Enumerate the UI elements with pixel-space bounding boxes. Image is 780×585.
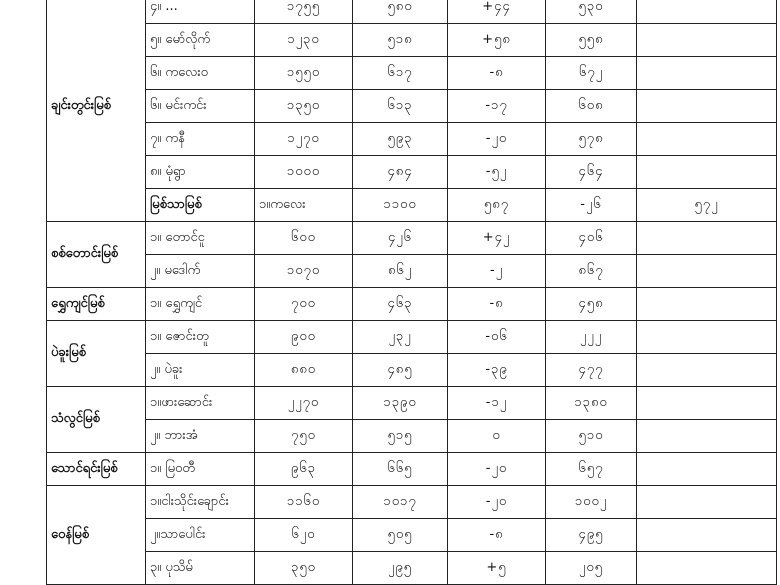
value-cell-c1: ၇၅၀	[255, 420, 353, 453]
value-cell-c4: ၆၇၂	[546, 57, 637, 90]
river-name-cell: စစ်တောင်းမြစ်	[47, 222, 146, 288]
value-cell-c3: -၈	[448, 57, 546, 90]
value-cell-c2: ၄၈၅	[353, 354, 448, 387]
value-cell-c2: ၅၀၅	[353, 519, 448, 552]
value-cell-c4: ၂၂၂	[546, 321, 637, 354]
value-cell-c2: ၈၆၂	[353, 255, 448, 288]
remarks-cell	[637, 420, 777, 453]
value-cell-c2: ၆၁၃	[353, 90, 448, 123]
value-cell-c2: ၅၁၅	[353, 420, 448, 453]
remarks-cell	[637, 519, 777, 552]
remarks-cell	[637, 552, 777, 585]
value-cell-c2: ၆၁၇	[353, 57, 448, 90]
table-row	[47, 24, 777, 57]
value-cell-c4: ၅၁၀	[546, 420, 637, 453]
table-row	[47, 519, 777, 552]
value-cell-c4: ၄၀၆	[546, 222, 637, 255]
value-cell-c4: ၅၃၀	[546, 0, 637, 24]
table-body	[47, 0, 777, 585]
value-cell-c2: ၄၆၃	[353, 288, 448, 321]
value-cell-c4: ၁၀၀၂	[546, 486, 637, 519]
value-cell-c3: -၂၀	[448, 453, 546, 486]
value-cell-c4: ၆၅၇	[546, 453, 637, 486]
station-name-cell: ၁။ ရွှေကျင်	[146, 288, 255, 321]
value-cell-c1: ၆၀၀	[255, 222, 353, 255]
value-cell-c3: -၂	[448, 255, 546, 288]
value-cell-c2: ၅၈၇	[448, 189, 546, 222]
value-cell-c1: ၉၀၀	[255, 321, 353, 354]
value-cell-c1: ၁၀၀၀	[255, 156, 353, 189]
river-name-cell: ပဲခူးမြစ်	[47, 321, 146, 387]
station-name-cell: ၂။ ဘားအံ	[146, 420, 255, 453]
value-cell-c2: ၄၂၆	[353, 222, 448, 255]
remarks-cell	[637, 354, 777, 387]
value-cell-c4: ၄၇၇	[546, 354, 637, 387]
table-row	[47, 189, 777, 222]
value-cell-c4: ၆၀၈	[546, 90, 637, 123]
value-cell-c3: -၂၀	[448, 123, 546, 156]
station-name-cell: ၂။ မဒေါက်	[146, 255, 255, 288]
remarks-cell	[637, 57, 777, 90]
table-row	[47, 288, 777, 321]
value-cell-c1: ၁၁၀၀	[353, 189, 448, 222]
remarks-cell	[637, 0, 777, 24]
value-cell-c3: -၃၉	[448, 354, 546, 387]
station-name-cell: ၇။ ကနီ	[146, 123, 255, 156]
value-cell-c4: ၄၉၅	[546, 519, 637, 552]
station-name-cell: ၁။ဖားဆောင်း	[146, 387, 255, 420]
river-name-cell: ရွှေကျင်မြစ်	[47, 288, 146, 321]
table-row	[47, 156, 777, 189]
river-name-cell: သောင်ရင်းမြစ်	[47, 453, 146, 486]
value-cell-c1: ၆၂၀	[255, 519, 353, 552]
water-level-table	[46, 0, 777, 585]
value-cell-c4: ၅၅၈	[546, 24, 637, 57]
remarks-cell	[637, 453, 777, 486]
table-row	[47, 387, 777, 420]
value-cell-c4: ၂၀၅	[546, 552, 637, 585]
value-cell-c1: ၁၀၇၀	[255, 255, 353, 288]
value-cell-c3: +၅	[448, 552, 546, 585]
table-row	[47, 0, 777, 24]
remarks-cell	[637, 123, 777, 156]
value-cell-c4: ၁၃၈၀	[546, 387, 637, 420]
value-cell-c1: ၁၇၅၅	[255, 0, 353, 24]
remarks-cell	[637, 387, 777, 420]
table-row	[47, 57, 777, 90]
value-cell-c1: ၁၂၇၀	[255, 123, 353, 156]
table-row	[47, 420, 777, 453]
remarks-cell	[637, 288, 777, 321]
value-cell-c1: ၁၁၆၀	[255, 486, 353, 519]
remarks-cell	[637, 255, 777, 288]
value-cell-c4: ၅၇၈	[546, 123, 637, 156]
table-row	[47, 90, 777, 123]
value-cell-c3: -၈	[448, 288, 546, 321]
river-name-cell: မြစ်သာမြစ်	[146, 189, 255, 222]
remarks-cell	[637, 321, 777, 354]
table-row	[47, 486, 777, 519]
value-cell-c3: -၁၂	[448, 387, 546, 420]
value-cell-c2: ၆၆၅	[353, 453, 448, 486]
river-name-cell: ဝေန်မြစ်	[47, 486, 146, 585]
value-cell-c1: ၇၀၀	[255, 288, 353, 321]
value-cell-c2: ၅၉၃	[353, 123, 448, 156]
value-cell-c2: ၁၀၁၇	[353, 486, 448, 519]
table-row	[47, 123, 777, 156]
value-cell-c3: -၁၇	[448, 90, 546, 123]
river-name-cell: ချင်းတွင်းမြစ်	[47, 0, 146, 222]
station-name-cell: ၄။ ...	[146, 0, 255, 24]
station-name-cell: ၁။ တောင်ငူ	[146, 222, 255, 255]
value-cell-c3: -၂၆	[546, 189, 637, 222]
value-cell-c3: ၀	[448, 420, 546, 453]
value-cell-c4: ၄၅၈	[546, 288, 637, 321]
station-name-cell: ၁။ ဇောင်းတူ	[146, 321, 255, 354]
table-row	[47, 321, 777, 354]
table-row	[47, 453, 777, 486]
value-cell-c3: -၅၂	[448, 156, 546, 189]
station-name-cell: ၂။သာပေါင်း	[146, 519, 255, 552]
value-cell-c1: ၂၂၇၀	[255, 387, 353, 420]
value-cell-c3: -၂၀	[448, 486, 546, 519]
value-cell-c1: ၁၅၅၀	[255, 57, 353, 90]
value-cell-c2: ၂၉၅	[353, 552, 448, 585]
table-row	[47, 354, 777, 387]
value-cell-c3: +၅၈	[448, 24, 546, 57]
value-cell-c1: ၃၅၀	[255, 552, 353, 585]
remarks-cell	[637, 486, 777, 519]
value-cell-c1: ၉၆၃	[255, 453, 353, 486]
value-cell-c4: ၄၆၄	[546, 156, 637, 189]
value-cell-c3: -၀၆	[448, 321, 546, 354]
value-cell-c1: ၁၂၃၀	[255, 24, 353, 57]
value-cell-c2: ၄၈၄	[353, 156, 448, 189]
value-cell-c2: ၅၁၈	[353, 24, 448, 57]
value-cell-c2: ၂၃၂	[353, 321, 448, 354]
value-cell-c4: ၈၆၇	[546, 255, 637, 288]
station-name-cell: ၂။ ပဲခူး	[146, 354, 255, 387]
station-name-cell: ၃။ ပုသိမ်	[146, 552, 255, 585]
value-cell-c2: ၁၃၉၀	[353, 387, 448, 420]
river-name-cell: သံလွင်မြစ်	[47, 387, 146, 453]
value-cell-c1: ၈၈၀	[255, 354, 353, 387]
station-name-cell: ၆။ မင်းကင်း	[146, 90, 255, 123]
table-row	[47, 255, 777, 288]
station-name-cell: ၅။ မော်လိုက်	[146, 24, 255, 57]
value-cell-c4: ၅၇၂	[637, 189, 777, 222]
value-cell-c3: +၄၄	[448, 0, 546, 24]
remarks-cell	[637, 222, 777, 255]
station-name-cell: ၁။ မြဝတီ	[146, 453, 255, 486]
station-name-cell: ၆။ ကလေးဝ	[146, 57, 255, 90]
table-row	[47, 222, 777, 255]
station-name-cell: ၁။ကလေး	[255, 189, 353, 222]
value-cell-c1: ၁၃၅၀	[255, 90, 353, 123]
value-cell-c3: +၄၂	[448, 222, 546, 255]
remarks-cell	[637, 156, 777, 189]
station-name-cell: ၁။ငါးသိုင်းချောင်း	[146, 486, 255, 519]
table-row	[47, 552, 777, 585]
remarks-cell	[637, 24, 777, 57]
value-cell-c3: -၈	[448, 519, 546, 552]
remarks-cell	[637, 90, 777, 123]
station-name-cell: ၈။ မုံရွာ	[146, 156, 255, 189]
value-cell-c2: ၅၈၀	[353, 0, 448, 24]
